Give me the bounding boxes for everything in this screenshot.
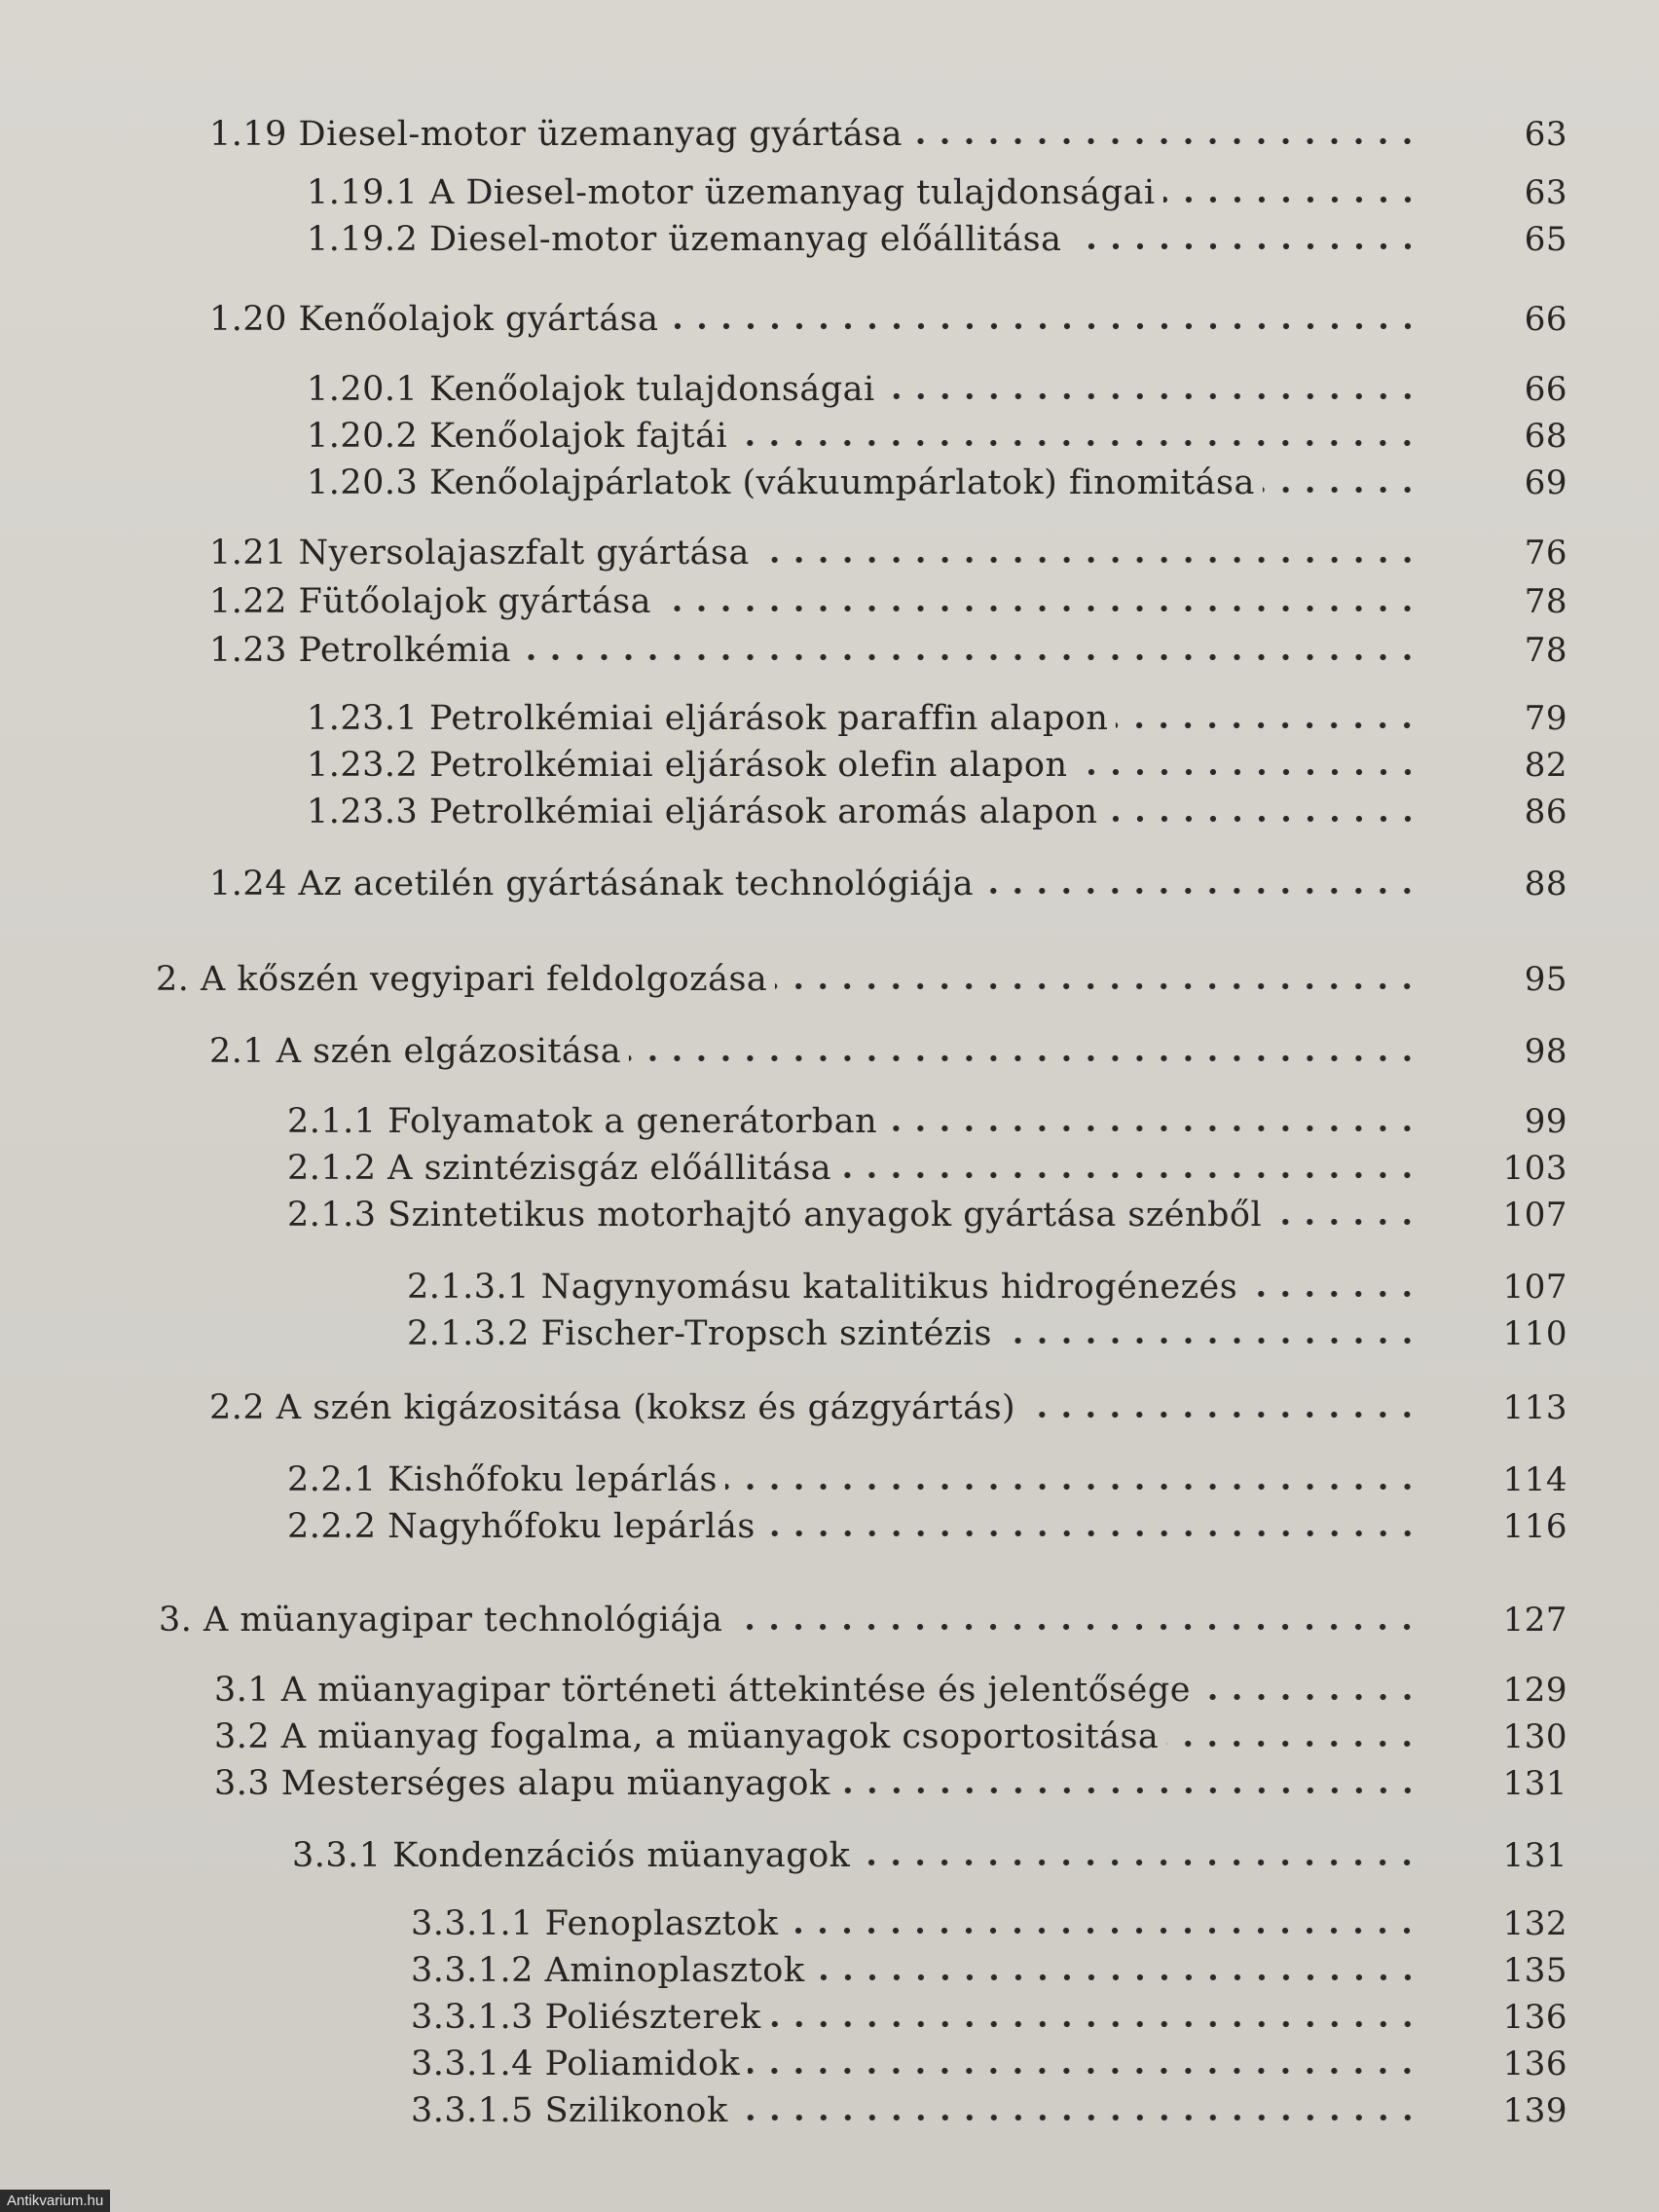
toc-entry-1-23	[209, 623, 1567, 670]
toc-entry-page: 107	[1502, 1268, 1567, 1307]
toc-entry-title: 2.1.3 Szintetikus motorhajtó anyagok gyártása szénből	[287, 1196, 1263, 1235]
toc-entry-page: 99	[1524, 1102, 1567, 1141]
toc-entry-2	[156, 952, 1567, 999]
toc-entry-page: 103	[1502, 1149, 1567, 1188]
toc-entry-title: 1.19 Diesel-motor üzemanyag gyártása	[209, 115, 903, 154]
toc-entry-title: 3.3.1.3 Poliészterek	[411, 1998, 761, 2037]
dot-leader	[910, 134, 1419, 148]
toc-entry-3-3-1-3	[411, 1990, 1567, 2037]
toc-entry-page: 76	[1524, 534, 1567, 572]
toc-entry-page: 136	[1502, 2045, 1567, 2083]
toc-entry-2-1-3	[287, 1188, 1567, 1235]
dot-leader	[838, 1784, 1419, 1797]
toc-entry-title: 1.23.2 Petrolkémiai eljárások olefin alapon	[307, 746, 1068, 785]
toc-entry-title: 1.20 Kenőolajok gyártása	[209, 300, 659, 339]
toc-entry-title: 2.1.2 A szintézisgáz előállitása	[287, 1149, 832, 1188]
toc-entry-1-22	[209, 574, 1567, 621]
toc-entry-title: 1.21 Nyersolajaszfalt gyártása	[209, 534, 750, 572]
dot-leader	[748, 2064, 1419, 2078]
toc-entry-3-3-1	[292, 1828, 1567, 1875]
toc-entry-3-3	[214, 1756, 1567, 1803]
toc-entry-title: 2. A kőszén vegyipari feldolgozása	[156, 960, 768, 999]
toc-entry-2-2-2	[287, 1499, 1567, 1546]
dot-leader	[775, 979, 1419, 993]
toc-entry-page: 86	[1524, 793, 1567, 831]
toc-entry-2-1-3-2	[407, 1307, 1567, 1353]
dot-leader	[1000, 1334, 1419, 1347]
toc-entry-page: 131	[1502, 1836, 1567, 1875]
toc-entry-1-24	[209, 857, 1567, 903]
dot-leader	[1198, 1690, 1419, 1704]
toc-entry-1-23-1	[307, 691, 1567, 738]
toc-entry-title: 3.3.1 Kondenzációs müanyagok	[292, 1836, 851, 1875]
toc-entry-title: 1.20.1 Kenőolajok tulajdonságai	[307, 370, 875, 409]
toc-entry-title: 3.3 Mesterséges alapu müanyagok	[214, 1764, 830, 1803]
toc-entry-title: 1.23.3 Petrolkémiai eljárások aromás alapon	[307, 793, 1098, 831]
toc-entry-page: 66	[1524, 300, 1567, 339]
toc-entry-page: 114	[1502, 1460, 1567, 1499]
toc-entry-title: 3.3.1.4 Poliamidok	[411, 2045, 741, 2083]
dot-leader	[883, 389, 1419, 403]
dot-leader	[786, 1924, 1419, 1937]
toc-entry-title: 3.3.1.1 Fenoplasztok	[411, 1904, 779, 1943]
dot-leader	[1166, 1737, 1419, 1751]
toc-entry-title: 1.19.1 A Diesel-motor üzemanyag tulajdonságai	[307, 173, 1156, 212]
toc-entry-title: 1.20.2 Kenőolajok fajtái	[307, 417, 728, 456]
watermark-label: Antikvarium.hu	[0, 2190, 110, 2212]
toc-entry-title: 3.1 A müanyagipar történeti áttekintése és jelentősége	[214, 1671, 1191, 1710]
toc-entry-page: 65	[1524, 220, 1567, 259]
dot-leader	[769, 2017, 1419, 2031]
toc-entry-title: 3.2 A müanyag fogalma, a müanyagok csoportositása	[214, 1717, 1160, 1756]
dot-leader	[519, 650, 1419, 664]
dot-leader	[1023, 1408, 1419, 1421]
toc-entry-page: 69	[1524, 463, 1567, 502]
dot-leader	[1245, 1287, 1419, 1301]
toc-entry-page: 63	[1524, 115, 1567, 154]
toc-entry-1-19-1	[307, 166, 1567, 212]
toc-entry-2-1-3-1	[407, 1260, 1567, 1307]
toc-entry-title: 1.22 Fütőolajok gyártása	[209, 582, 651, 621]
toc-entry-1-23-3	[307, 785, 1567, 831]
toc-entry-3	[159, 1593, 1567, 1640]
dot-leader	[730, 1620, 1419, 1634]
toc-entry-title: 2.2.1 Kishőfoku lepárlás	[287, 1460, 718, 1499]
toc-entry-title: 1.19.2 Diesel-motor üzemanyag előállitása	[307, 220, 1062, 259]
toc-entry-3-3-1-5	[411, 2083, 1567, 2130]
toc-entry-2-2-1	[287, 1453, 1567, 1499]
toc-entry-page: 131	[1502, 1764, 1567, 1803]
toc-entry-2-1-2	[287, 1141, 1567, 1188]
toc-entry-1-19-2	[307, 212, 1567, 259]
dot-leader	[1106, 812, 1419, 826]
toc-entry-1-20-3	[307, 456, 1567, 502]
toc-entry-1-19	[209, 107, 1567, 154]
toc-entry-3-3-1-2	[411, 1943, 1567, 1990]
toc-entry-page: 139	[1502, 2091, 1567, 2130]
toc-entry-2-2	[209, 1381, 1567, 1427]
toc-entry-page: 136	[1502, 1998, 1567, 2037]
dot-leader	[757, 553, 1419, 567]
dot-leader	[981, 884, 1419, 898]
dot-leader	[1076, 765, 1419, 779]
toc-entry-3-3-1-1	[411, 1897, 1567, 1943]
toc-entry-page: 130	[1502, 1717, 1567, 1756]
toc-entry-page: 110	[1502, 1314, 1567, 1353]
dot-leader	[813, 1971, 1419, 1984]
toc-entry-page: 66	[1524, 370, 1567, 409]
toc-entry-page: 63	[1524, 173, 1567, 212]
toc-entry-3-2	[214, 1710, 1567, 1756]
toc-entry-title: 3. A müanyagipar technológiája	[159, 1601, 723, 1640]
toc-entry-title: 2.1.3.2 Fischer-Tropsch szintézis	[407, 1314, 992, 1353]
toc-entry-2-1-1	[287, 1094, 1567, 1141]
toc-entry-page: 68	[1524, 417, 1567, 456]
dot-leader	[1263, 483, 1419, 497]
toc-entry-2-1	[209, 1024, 1567, 1071]
dot-leader	[1163, 193, 1419, 206]
dot-leader	[858, 1856, 1419, 1869]
toc-entry-3-3-1-4	[411, 2037, 1567, 2083]
toc-entry-page: 116	[1502, 1507, 1567, 1546]
dot-leader	[629, 1051, 1419, 1065]
toc-entry-page: 135	[1502, 1951, 1567, 1990]
toc-entry-page: 88	[1524, 865, 1567, 903]
toc-entry-page: 78	[1524, 582, 1567, 621]
toc-entry-page: 98	[1524, 1032, 1567, 1071]
dot-leader	[1070, 240, 1419, 253]
toc-entry-title: 2.1 A szén elgázositása	[209, 1032, 622, 1071]
dot-leader	[763, 1527, 1419, 1540]
toc-entry-3-1	[214, 1663, 1567, 1710]
toc-entry-title: 1.20.3 Kenőolajpárlatok (vákuumpárlatok) finomitása	[307, 463, 1255, 502]
toc-entry-1-20-1	[307, 362, 1567, 409]
toc-entry-1-20	[209, 292, 1567, 339]
toc-entry-page: 132	[1502, 1904, 1567, 1943]
toc-entry-page: 113	[1502, 1388, 1567, 1427]
toc-entry-title: 1.24 Az acetilén gyártásának technológiája	[209, 865, 975, 903]
toc-entry-title: 2.2 A szén kigázositása (koksz és gázgyártás)	[209, 1388, 1016, 1427]
dot-leader	[1270, 1215, 1419, 1229]
toc-entry-1-20-2	[307, 409, 1567, 456]
dot-leader	[1116, 719, 1419, 732]
toc-entry-title: 2.1.3.1 Nagynyomásu katalitikus hidrogénezés	[407, 1268, 1238, 1307]
toc-entry-page: 82	[1524, 746, 1567, 785]
toc-entry-page: 129	[1502, 1671, 1567, 1710]
toc-entry-page: 95	[1524, 960, 1567, 999]
toc-entry-1-21	[209, 526, 1567, 572]
dot-leader	[885, 1122, 1419, 1135]
toc-entry-1-23-2	[307, 738, 1567, 785]
toc-entry-page: 78	[1524, 631, 1567, 670]
dot-leader	[659, 602, 1419, 615]
toc-entry-title: 2.2.2 Nagyhőfoku lepárlás	[287, 1507, 756, 1546]
toc-entry-page: 127	[1502, 1601, 1567, 1640]
dot-leader	[667, 319, 1419, 333]
toc-entry-title: 3.3.1.2 Aminoplasztok	[411, 1951, 805, 1990]
toc-entry-title: 2.1.1 Folyamatok a generátorban	[287, 1102, 878, 1141]
dot-leader	[736, 2111, 1419, 2124]
dot-leader	[725, 1480, 1419, 1493]
toc-entry-title: 3.3.1.5 Szilikonok	[411, 2091, 728, 2130]
toc-entry-title: 1.23.1 Petrolkémiai eljárások paraffin alapon	[307, 699, 1109, 738]
dot-leader	[839, 1168, 1419, 1182]
dot-leader	[735, 436, 1419, 450]
toc-entry-page: 107	[1502, 1196, 1567, 1235]
toc-entry-page: 79	[1524, 699, 1567, 738]
toc-entry-title: 1.23 Petrolkémia	[209, 631, 511, 670]
